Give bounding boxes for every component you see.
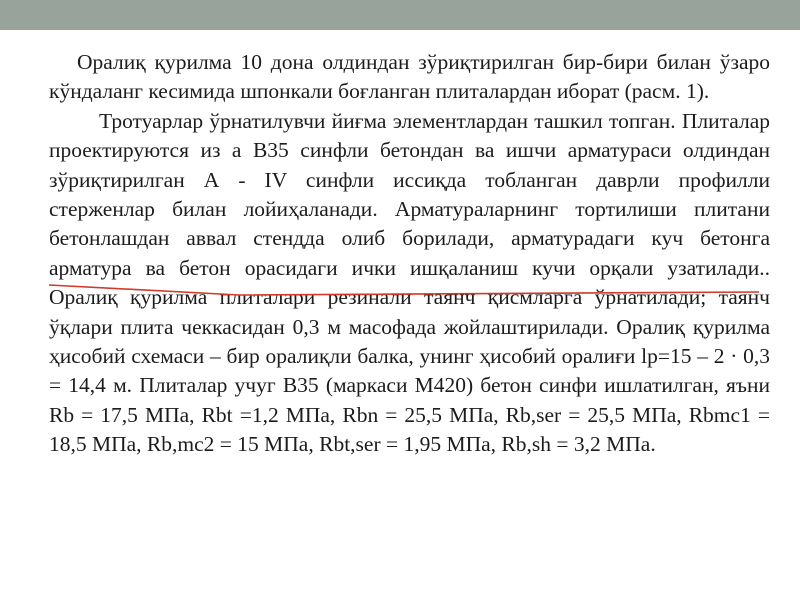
red-annotation-line: [49, 283, 759, 298]
slide-header-bar: [0, 0, 800, 30]
paragraph-intro: Оралиқ қурилма 10 дона олдиндан зўриқтирилган бир-бири билан ўзаро кўндаланг кесимида шпонкали боғланган плиталардан иборат (расм. 1).: [49, 50, 770, 104]
paragraph-details: Тротуарлар ўрнатилувчи йиғма элементлардан ташкил топган. Плиталар проектируются из а В35 синфли бетондан ва ишчи арматураси олдиндан зўриқтирилган А - IV синфли иссиқда тобланган даврли профилли стерженлар билан лойиҳаланади. Арматураларнинг тортилиши плитани бетонлашдан аввал стендда олиб борилади, арматурадаги куч бетонга арматура ва бетон орасидаги ички ишқаланиш кучи орқали узатилади.. Оралиқ қурилма плиталари резинали таянч қисмларга ўрнатилади; таянч ўқлари плита чеккасидан 0,3 м масофада жойлаштирилади. Оралиқ қурилма ҳисобий схемаси – бир оралиқли балка, унинг ҳисобий оралиғи lp=15 – 2 · 0,3 = 14,4 м. Плиталар учуг В35 (маркаси М420) бетон синфи ишлатилган, яъни Rb = 17,5 МПа, Rbt =1,2 МПа, Rbn = 25,5 МПа, Rb,ser = 25,5 МПа, Rbmc1 = 18,5 МПа, Rb,mc2 = 15 МПа, Rbt,ser = 1,95 МПа, Rb,sh = 3,2 МПа.: [49, 108, 770, 457]
slide-body-text: [49, 48, 770, 460]
